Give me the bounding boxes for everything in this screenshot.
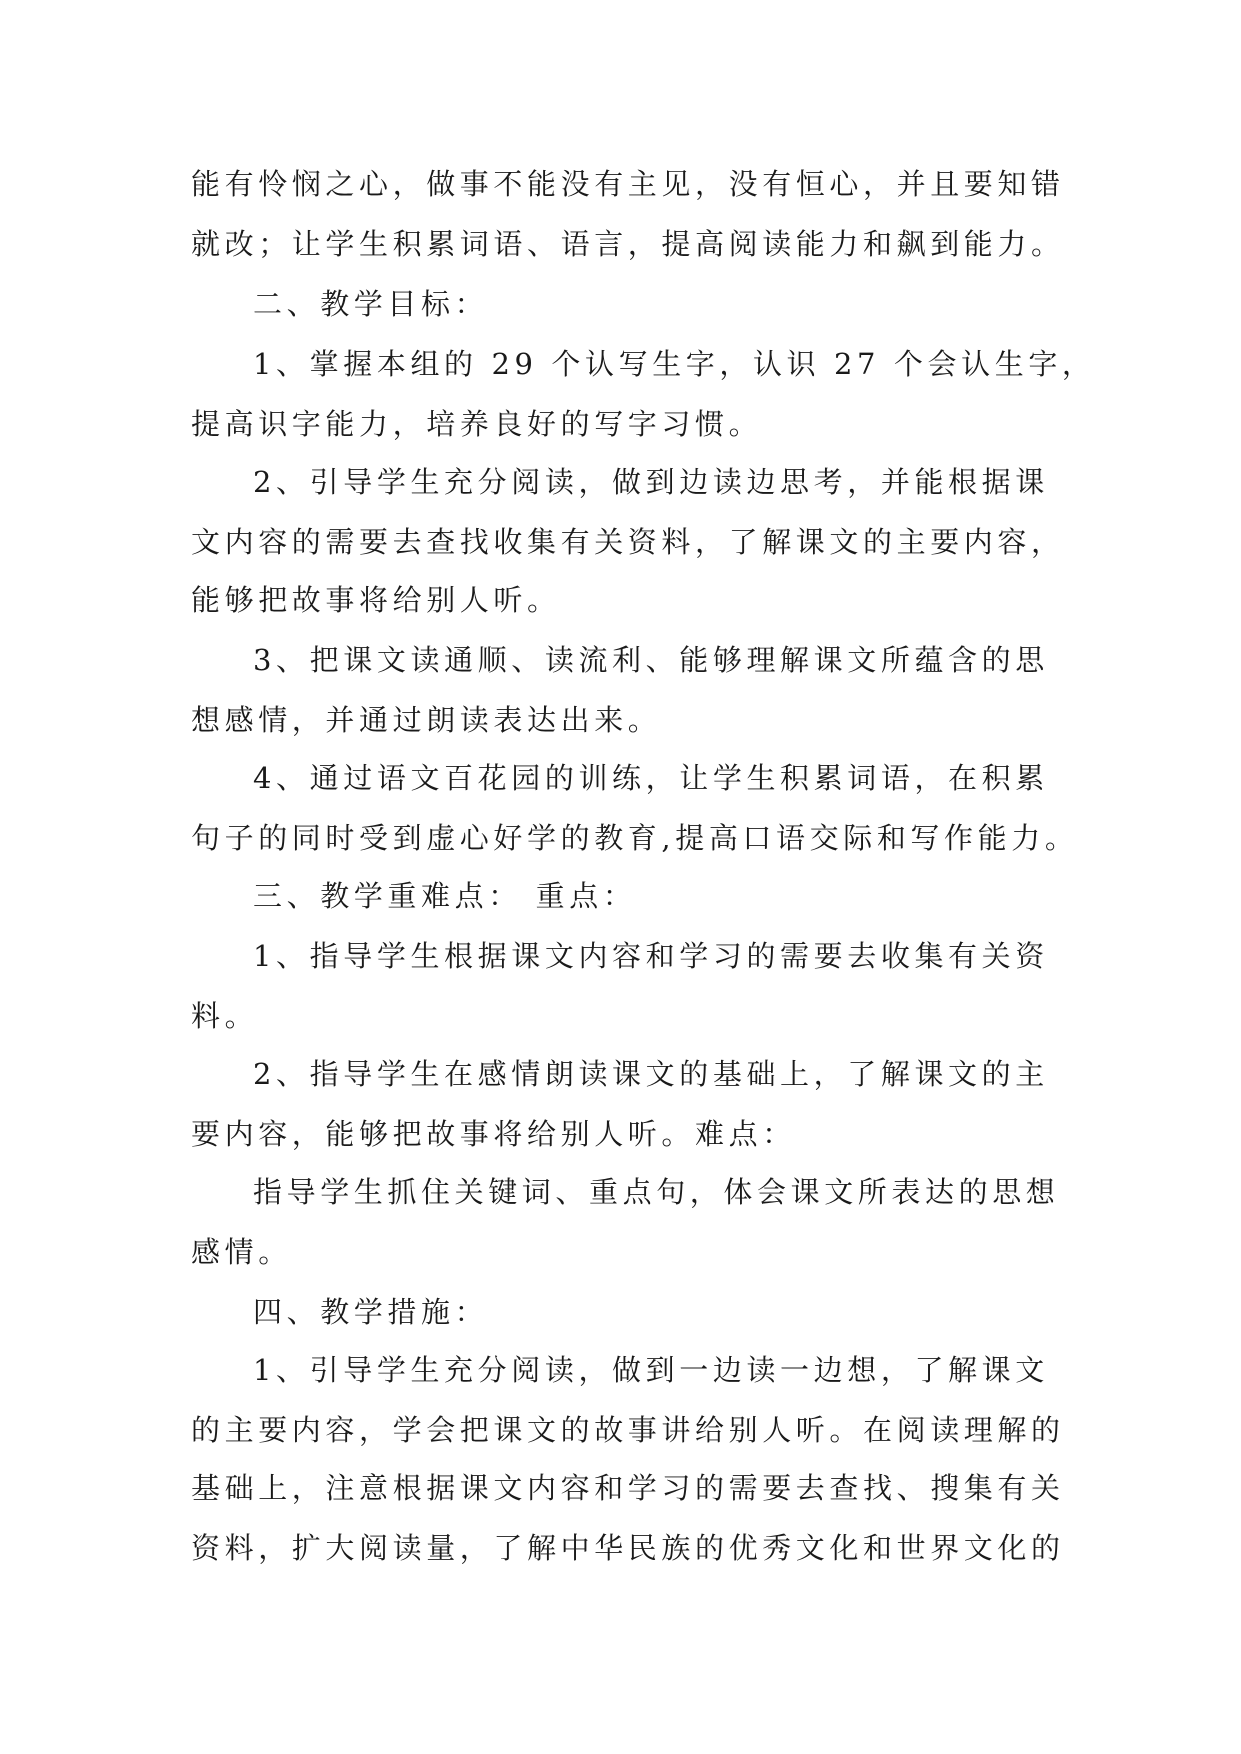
- text-line: 句子的同时受到虚心好学的教育,提高口语交际和写作能力。: [191, 821, 1079, 855]
- list-item: 2、指导学生在感情朗读课文的基础上，了解课文的主: [253, 1057, 1049, 1091]
- list-item: 1、掌握本组的 29 个认写生字，认识 27 个会认生字，: [253, 347, 1096, 381]
- list-item: 2、引导学生充分阅读，做到边读边思考，并能根据课: [253, 465, 1049, 499]
- text-line: 基础上，注意根据课文内容和学习的需要去查找、搜集有关: [191, 1471, 1065, 1505]
- text-line: 要内容，能够把故事将给别人听。难点：: [191, 1117, 796, 1151]
- text-line: 能够把故事将给别人听。: [191, 583, 561, 617]
- text-line: 资料，扩大阅读量，了解中华民族的优秀文化和世界文化的: [191, 1531, 1065, 1565]
- list-item: 4、通过语文百花园的训练，让学生积累词语，在积累: [253, 761, 1049, 795]
- list-item: 1、指导学生根据课文内容和学习的需要去收集有关资: [253, 939, 1049, 973]
- list-item: 3、把课文读通顺、读流利、能够理解课文所蕴含的思: [253, 643, 1049, 677]
- text-line: 想感情，并通过朗读表达出来。: [191, 703, 662, 737]
- section-heading: 三、教学重难点： 重点：: [253, 879, 637, 913]
- text-line: 提高识字能力，培养良好的写字习惯。: [191, 407, 763, 441]
- text-line: 的主要内容，学会把课文的故事讲给别人听。在阅读理解的: [191, 1413, 1065, 1447]
- text-line: 指导学生抓住关键词、重点句，体会课文所表达的思想: [253, 1175, 1060, 1209]
- section-heading: 四、教学措施：: [253, 1295, 489, 1329]
- text-line: 感情。: [191, 1235, 292, 1269]
- list-item: 1、引导学生充分阅读，做到一边读一边想，了解课文: [253, 1353, 1049, 1387]
- section-heading: 二、教学目标：: [253, 287, 489, 321]
- text-line: 料。: [191, 999, 259, 1033]
- text-line: 就改；让学生积累词语、语言，提高阅读能力和飙到能力。: [191, 227, 1065, 261]
- text-line: 能有怜悯之心，做事不能没有主见，没有恒心，并且要知错: [191, 167, 1065, 201]
- text-line: 文内容的需要去查找收集有关资料，了解课文的主要内容，: [191, 525, 1065, 559]
